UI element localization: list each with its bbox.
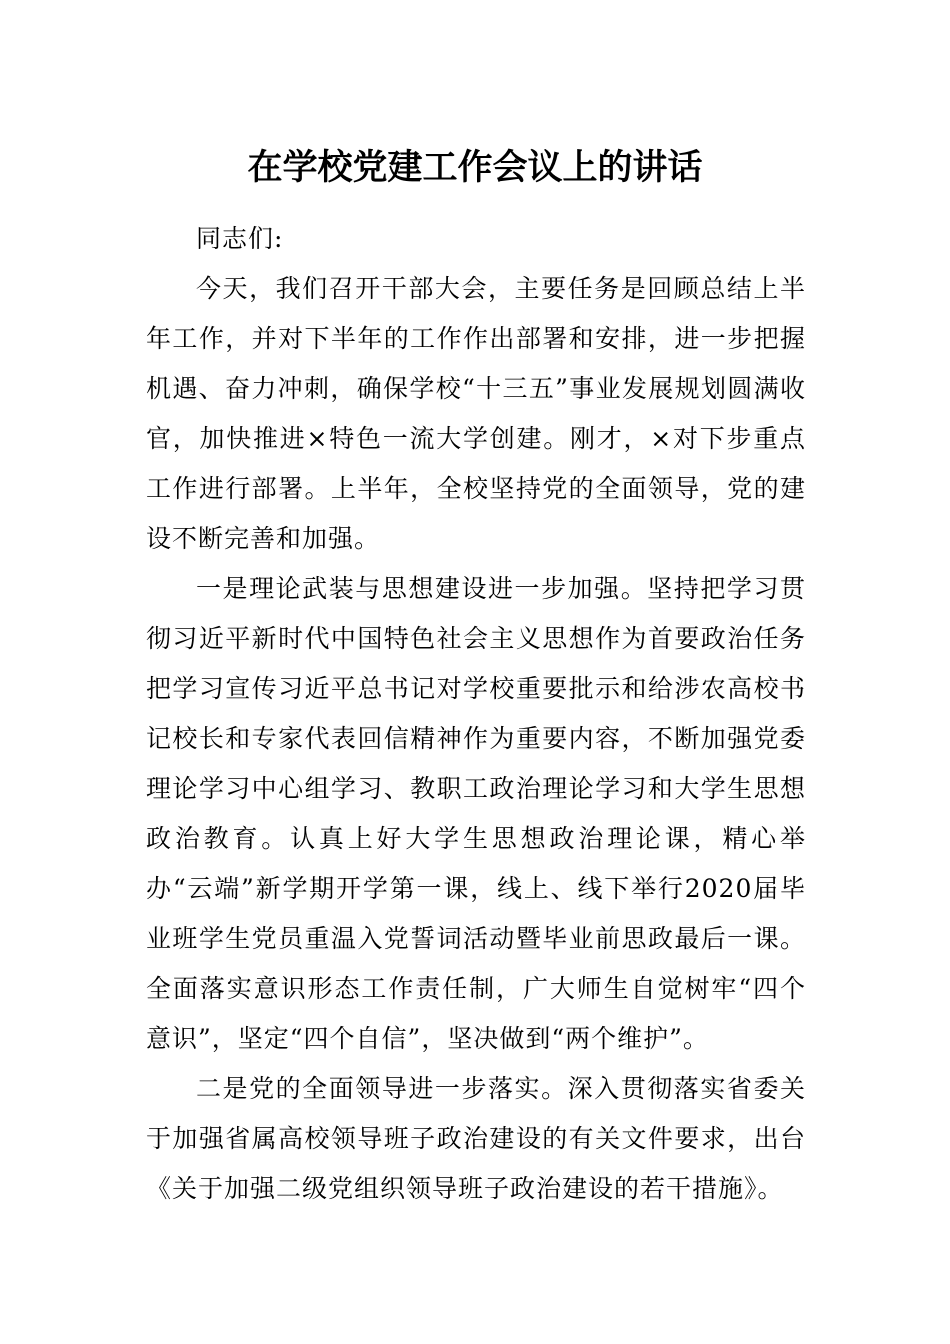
document-body: [146, 214, 806, 1214]
paragraph-leadership: 二是党的全面领导进一步落实。深入贯彻落实省委关于加强省属高校领导班子政治建设的有关文件要求，出台《关于加强二级党组织领导班子政治建设的若干措施》。: [146, 1074, 806, 1203]
document-title: 在学校党建工作会议上的讲话: [247, 148, 703, 188]
salutation: 同志们:: [196, 224, 284, 253]
paragraph-theory: 一是理论武装与思想建设进一步加强。坚持把学习贯彻习近平新时代中国特色社会主义思想作为首要政治任务把学习宣传习近平总书记对学校重要批示和给涉农高校书记校长和专家代表回信精神作为重要内容，不断加强党委理论学习中心组学习、教职工政治理论学习和大学生思想政治教育。认真上好大学生思想政治理论课，精心举办“云端”新学期开学第一课，线上、线下举行2020届毕业班学生党员重温入党誓词活动暨毕业前思政最后一课。全面落实意识形态工作责任制，广大师生自觉树牢“四个意识”，坚定“四个自信”，坚决做到“两个维护”。: [146, 574, 806, 1053]
paragraph-opening: 今天，我们召开干部大会，主要任务是回顾总结上半年工作，并对下半年的工作作出部署和安排，进一步把握机遇、奋力冲刺，确保学校“十三五”事业发展规划圆满收官，加快推进×特色一流大学创建。刚才，×对下步重点工作进行部署。上半年，全校坚持党的全面领导，党的建设不断完善和加强。: [146, 274, 806, 553]
